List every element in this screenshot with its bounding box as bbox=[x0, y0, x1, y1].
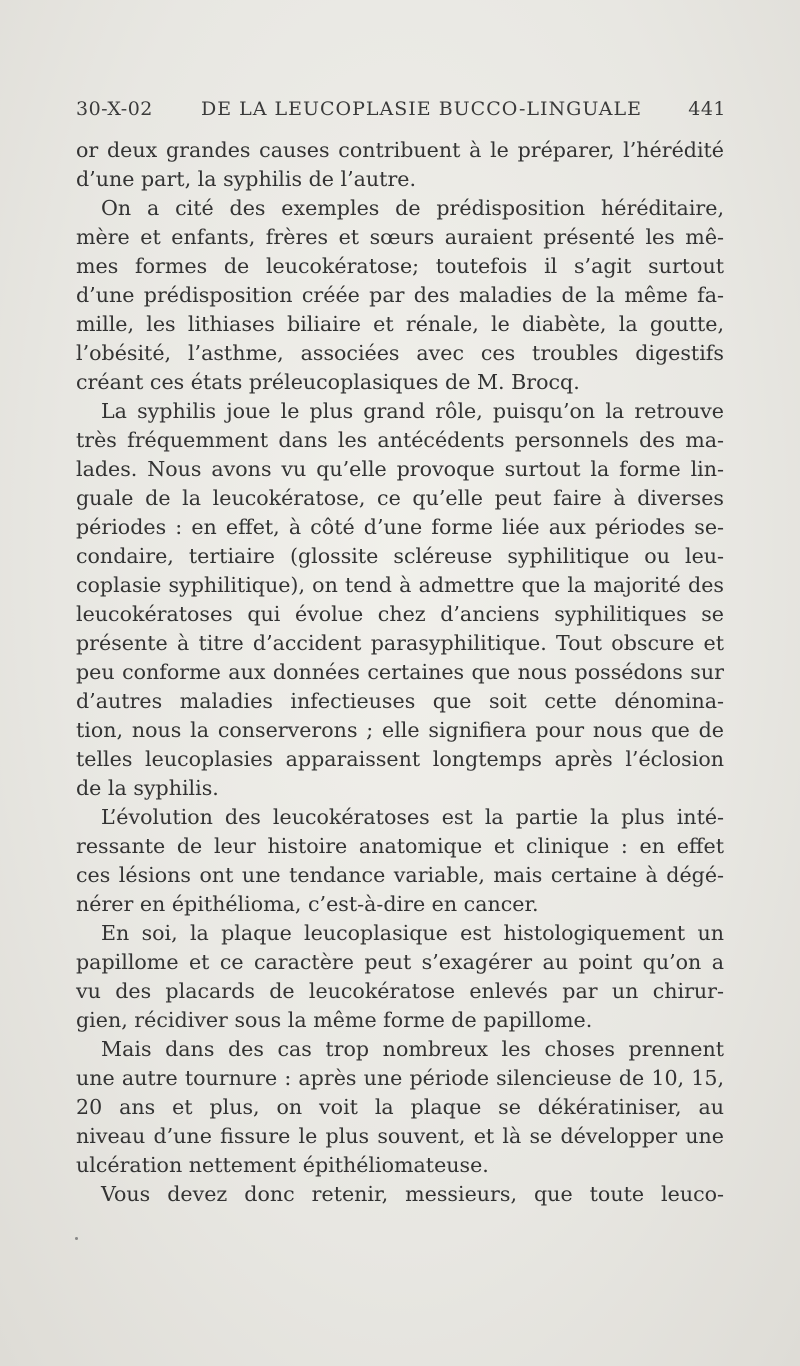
text-line: guale de la leucokératose, ce qu’elle peut faire à diverses bbox=[76, 486, 724, 510]
text-line: mille, les lithiases biliaire et rénale, le diabète, la goutte, bbox=[76, 312, 724, 336]
text-line: coplasie syphilitique), on tend à admettre que la majorité des bbox=[76, 573, 724, 597]
text-line: L’évolution des leucokératoses est la partie la plus inté- bbox=[101, 805, 724, 829]
page-number: 441 bbox=[688, 98, 726, 120]
text-line: l’obésité, l’asthme, associées avec ces troubles digestifs bbox=[76, 341, 724, 365]
text-line: gien, récidiver sous la même forme de papillome. bbox=[76, 1008, 593, 1032]
text-line: périodes : en effet, à côté d’une forme liée aux périodes se- bbox=[76, 515, 724, 539]
running-header bbox=[76, 98, 726, 130]
text-line: 20 ans et plus, on voit la plaque se dékératiniser, au bbox=[76, 1095, 724, 1119]
text-line: ulcération nettement épithéliomateuse. bbox=[76, 1153, 489, 1177]
text-line: On a cité des exemples de prédisposition héréditaire, bbox=[101, 196, 724, 220]
body-text bbox=[76, 136, 724, 1209]
header-date: 30-X-02 bbox=[76, 98, 153, 120]
text-line: En soi, la plaque leucoplasique est histologiquement un bbox=[101, 921, 724, 945]
text-line: leucokératoses qui évolue chez d’anciens syphilitiques se bbox=[76, 602, 724, 626]
text-line: d’une part, la syphilis de l’autre. bbox=[76, 167, 417, 191]
text-line: de la syphilis. bbox=[76, 776, 219, 800]
text-line: niveau d’une fissure le plus souvent, et là se développer une bbox=[76, 1124, 724, 1148]
text-line: Vous devez donc retenir, messieurs, que toute leuco- bbox=[101, 1182, 724, 1206]
text-line: vu des placards de leucokératose enlevés par un chirur- bbox=[76, 979, 724, 1003]
text-line: créant ces états préleucoplasiques de M. Brocq. bbox=[76, 370, 580, 394]
text-line: tion, nous la conserverons ; elle signifiera pour nous que de bbox=[76, 718, 724, 742]
text-line: présente à titre d’accident parasyphilitique. Tout obscure et bbox=[76, 631, 724, 655]
text-line: La syphilis joue le plus grand rôle, puisqu’on la retrouve bbox=[101, 399, 724, 423]
text-line: condaire, tertiaire (glossite scléreuse syphilitique ou leu- bbox=[76, 544, 724, 568]
text-line: d’autres maladies infectieuses que soit cette dénomina- bbox=[76, 689, 724, 713]
header-title: DE LA LEUCOPLASIE BUCCO-LINGUALE bbox=[201, 98, 642, 120]
text-line: Mais dans des cas trop nombreux les choses prennent bbox=[101, 1037, 724, 1061]
text-line: nérer en épithélioma, c’est-à-dire en cancer. bbox=[76, 892, 539, 916]
text-line: mère et enfants, frères et sœurs auraient présenté les mê- bbox=[76, 225, 724, 249]
text-line: telles leucoplasies apparaissent longtemps après l’éclosion bbox=[76, 747, 724, 771]
text-line: d’une prédisposition créée par des maladies de la même fa- bbox=[76, 283, 724, 307]
print-speck bbox=[75, 1237, 78, 1240]
text-line: très fréquemment dans les antécédents personnels des ma- bbox=[76, 428, 724, 452]
text-line: or deux grandes causes contribuent à le préparer, l’hérédité bbox=[76, 138, 724, 162]
text-line: ressante de leur histoire anatomique et clinique : en effet bbox=[76, 834, 724, 858]
text-line: papillome et ce caractère peut s’exagérer au point qu’on a bbox=[76, 950, 724, 974]
text-line: peu conforme aux données certaines que nous possédons sur bbox=[76, 660, 724, 684]
text-line: lades. Nous avons vu qu’elle provoque surtout la forme lin- bbox=[76, 457, 724, 481]
text-line: mes formes de leucokératose; toutefois il s’agit surtout bbox=[76, 254, 724, 278]
text-line: ces lésions ont une tendance variable, mais certaine à dégé- bbox=[76, 863, 724, 887]
text-line: une autre tournure : après une période silencieuse de 10, 15, bbox=[76, 1066, 724, 1090]
